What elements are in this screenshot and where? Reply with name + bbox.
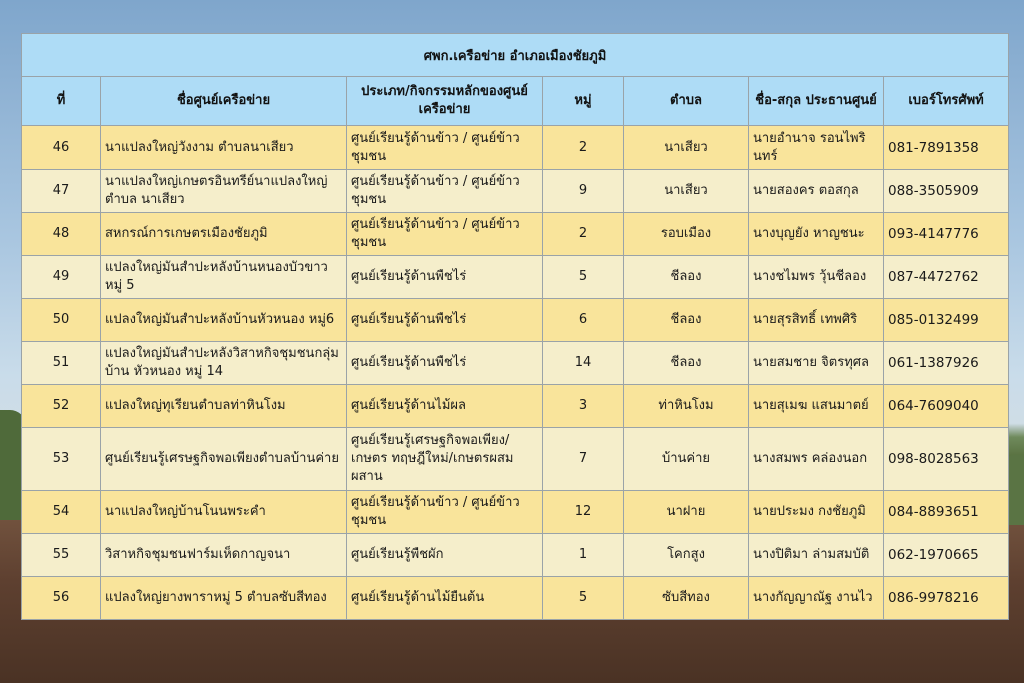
header-head-name: ชื่อ-สกุล ประธานศูนย์: [749, 77, 884, 126]
cell-moo: 3: [543, 385, 624, 428]
cell-head-name: นายอำนาจ รอนไพรินทร์: [749, 126, 884, 170]
cell-no: 56: [22, 577, 101, 620]
network-center-table: [21, 33, 1009, 620]
cell-no: 53: [22, 428, 101, 491]
cell-phone: 064-7609040: [884, 385, 1009, 428]
cell-center-name: แปลงใหญ่มันสำปะหลังบ้านหัวหนอง หมู่6: [101, 299, 347, 342]
header-type: ประเภท/กิจกรรมหลักของศูนย์เครือข่าย: [347, 77, 543, 126]
cell-moo: 5: [543, 577, 624, 620]
cell-moo: 7: [543, 428, 624, 491]
cell-no: 50: [22, 299, 101, 342]
cell-center-name: นาแปลงใหญ่เกษตรอินทรีย์นาแปลงใหญ่ตำบล นาเสียว: [101, 170, 347, 213]
table-title: ศพก.เครือข่าย อำเภอเมืองชัยภูมิ: [22, 34, 1009, 77]
cell-phone: 093-4147776: [884, 213, 1009, 256]
cell-type: ศูนย์เรียนรู้ด้านข้าว / ศูนย์ข้าวชุมชน: [347, 126, 543, 170]
cell-center-name: ศูนย์เรียนรู้เศรษฐกิจพอเพียงตำบลบ้านค่าย: [101, 428, 347, 491]
cell-moo: 14: [543, 342, 624, 385]
cell-tambon: นาฝาย: [624, 491, 749, 534]
cell-phone: 098-8028563: [884, 428, 1009, 491]
cell-no: 46: [22, 126, 101, 170]
cell-head-name: นายสุรสิทธิ์ เทพศิริ: [749, 299, 884, 342]
cell-no: 47: [22, 170, 101, 213]
cell-moo: 9: [543, 170, 624, 213]
cell-type: ศูนย์เรียนรู้เศรษฐกิจพอเพียง/เกษตร ทฤษฎีใหม่/เกษตรผสมผสาน: [347, 428, 543, 491]
cell-center-name: สหกรณ์การเกษตรเมืองชัยภูมิ: [101, 213, 347, 256]
network-center-table-container: [21, 33, 1008, 620]
cell-phone: 087-4472762: [884, 256, 1009, 299]
cell-center-name: นาแปลงใหญ่วังงาม ตำบลนาเสียว: [101, 126, 347, 170]
cell-tambon: นาเสียว: [624, 170, 749, 213]
table-row: [22, 256, 1009, 299]
cell-head-name: นางบุญยัง หาญชนะ: [749, 213, 884, 256]
cell-head-name: นายสมชาย จิตรทุศล: [749, 342, 884, 385]
table-row: [22, 491, 1009, 534]
cell-tambon: ชีลอง: [624, 299, 749, 342]
cell-center-name: แปลงใหญ่ทุเรียนตำบลท่าหินโงม: [101, 385, 347, 428]
cell-tambon: รอบเมือง: [624, 213, 749, 256]
cell-type: ศูนย์เรียนรู้ด้านพืชไร่: [347, 256, 543, 299]
table-row: [22, 342, 1009, 385]
cell-head-name: นางชไมพร วุ้นชีลอง: [749, 256, 884, 299]
table-row: [22, 126, 1009, 170]
cell-phone: 085-0132499: [884, 299, 1009, 342]
header-phone: เบอร์โทรศัพท์: [884, 77, 1009, 126]
cell-phone: 086-9978216: [884, 577, 1009, 620]
cell-type: ศูนย์เรียนรู้ด้านข้าว / ศูนย์ข้าวชุมชน: [347, 213, 543, 256]
cell-moo: 5: [543, 256, 624, 299]
cell-tambon: ชีลอง: [624, 256, 749, 299]
cell-moo: 2: [543, 126, 624, 170]
cell-moo: 2: [543, 213, 624, 256]
cell-phone: 062-1970665: [884, 534, 1009, 577]
cell-center-name: แปลงใหญ่มันสำปะหลังบ้านหนองบัวขาวหมู่ 5: [101, 256, 347, 299]
cell-type: ศูนย์เรียนรู้ด้านไม้ยืนต้น: [347, 577, 543, 620]
cell-type: ศูนย์เรียนรู้ด้านข้าว / ศูนย์ข้าวชุมชน: [347, 170, 543, 213]
table-row: [22, 170, 1009, 213]
cell-head-name: นายประมง กงชัยภูมิ: [749, 491, 884, 534]
cell-phone: 061-1387926: [884, 342, 1009, 385]
cell-moo: 6: [543, 299, 624, 342]
cell-no: 52: [22, 385, 101, 428]
cell-head-name: นางกัญญาณัฐ งานไว: [749, 577, 884, 620]
cell-type: ศูนย์เรียนรู้ด้านไม้ผล: [347, 385, 543, 428]
cell-no: 49: [22, 256, 101, 299]
cell-head-name: นายสุเมฆ แสนมาตย์: [749, 385, 884, 428]
cell-no: 48: [22, 213, 101, 256]
cell-no: 51: [22, 342, 101, 385]
cell-head-name: นายสองคร ตอสกุล: [749, 170, 884, 213]
cell-type: ศูนย์เรียนรู้ด้านพืชไร่: [347, 342, 543, 385]
cell-no: 54: [22, 491, 101, 534]
cell-type: ศูนย์เรียนรู้พืชผัก: [347, 534, 543, 577]
header-no: ที่: [22, 77, 101, 126]
cell-center-name: วิสาหกิจชุมชนฟาร์มเห็ดกาญจนา: [101, 534, 347, 577]
cell-moo: 12: [543, 491, 624, 534]
table-row: [22, 299, 1009, 342]
cell-tambon: ซับสีทอง: [624, 577, 749, 620]
cell-moo: 1: [543, 534, 624, 577]
cell-phone: 088-3505909: [884, 170, 1009, 213]
cell-type: ศูนย์เรียนรู้ด้านข้าว / ศูนย์ข้าวชุมชน: [347, 491, 543, 534]
table-row: [22, 534, 1009, 577]
table-row: [22, 213, 1009, 256]
cell-tambon: บ้านค่าย: [624, 428, 749, 491]
cell-phone: 081-7891358: [884, 126, 1009, 170]
table-row: [22, 385, 1009, 428]
table-header-row: [22, 77, 1009, 126]
cell-tambon: ท่าหินโงม: [624, 385, 749, 428]
header-tambon: ตำบล: [624, 77, 749, 126]
header-center-name: ชื่อศูนย์เครือข่าย: [101, 77, 347, 126]
cell-tambon: โคกสูง: [624, 534, 749, 577]
table-row: [22, 577, 1009, 620]
cell-tambon: ชีลอง: [624, 342, 749, 385]
cell-phone: 084-8893651: [884, 491, 1009, 534]
cell-no: 55: [22, 534, 101, 577]
table-row: [22, 428, 1009, 491]
cell-center-name: นาแปลงใหญ่บ้านโนนพระคำ: [101, 491, 347, 534]
header-moo: หมู่: [543, 77, 624, 126]
cell-center-name: แปลงใหญ่ยางพาราหมู่ 5 ตำบลซับสีทอง: [101, 577, 347, 620]
cell-head-name: นางสมพร คล่องนอก: [749, 428, 884, 491]
cell-type: ศูนย์เรียนรู้ด้านพืชไร่: [347, 299, 543, 342]
table-body: [22, 126, 1009, 620]
cell-tambon: นาเสียว: [624, 126, 749, 170]
cell-head-name: นางปิติมา ล่ามสมบัติ: [749, 534, 884, 577]
cell-center-name: แปลงใหญ่มันสำปะหลังวิสาหกิจชุมชนกลุ่มบ้าน หัวหนอง หมู่ 14: [101, 342, 347, 385]
